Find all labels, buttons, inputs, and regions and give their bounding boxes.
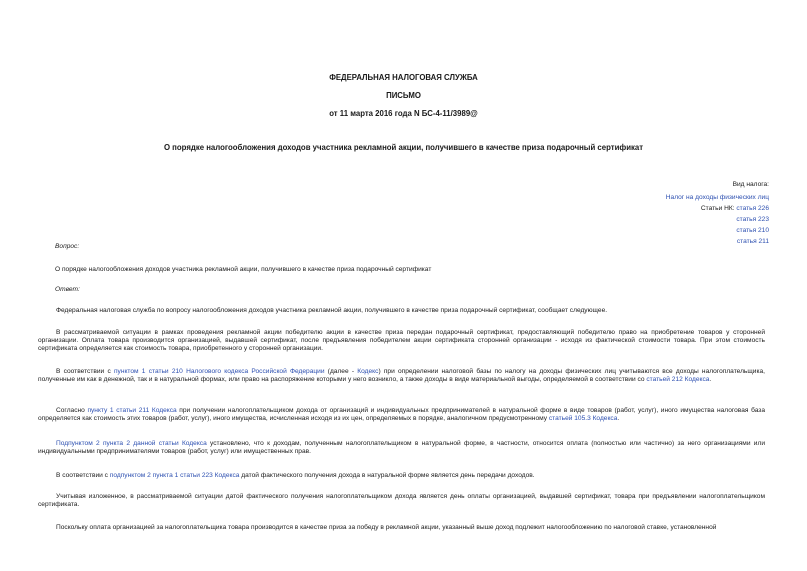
article-link[interactable]: статья 226 (736, 205, 769, 212)
link-code[interactable]: Кодекс (357, 368, 379, 375)
question-label: Вопрос: (55, 243, 80, 250)
answer-label: Ответ: (55, 286, 80, 293)
link-article-223[interactable]: подпунктом 2 пункта 1 статьи 223 Кодекса (109, 472, 240, 479)
paragraph-5-text: датой фактического получения дохода в натуральной форме является день передачи доходов. (239, 472, 535, 479)
paragraph-2 (38, 368, 765, 384)
link-subparagraph-2[interactable]: Подпунктом 2 пункта 2 данной статьи Кодекса (56, 440, 207, 447)
article-link[interactable]: статья 210 (736, 227, 769, 234)
paragraph-3-text: при получении налогоплательщиком дохода от организаций и индивидуальных предпринимателей в натуральной форме в виде товаров (работ, услуг), иного имущества налоговая база определяется как стоимость этих товаров (работ, услуг), иного имущества, исчисленная исходя из их цен, определяемых в порядке, аналогичном предусмотренному (38, 407, 765, 422)
tax-box (509, 181, 769, 246)
link-article-212[interactable]: статьей 212 Кодекса (646, 376, 710, 383)
paragraph-4 (38, 440, 765, 456)
tax-type-link[interactable]: Налог на доходы физических лиц (665, 194, 769, 201)
paragraph-2-text: В соответствии с (56, 368, 114, 375)
question-text: О порядке налогообложения доходов участника рекламной акции, получившего в качестве приза подарочный сертификат (55, 266, 432, 273)
paragraph-4-text: установлено, что к доходам, полученным налогоплательщиком в натуральной форме, в частности, относится оплата (полностью или частично) за него организациями или индивидуальными предпринимателями товаров (работ, услуг) или имущественных прав. (38, 440, 766, 455)
paragraph-1: В рассматриваемой ситуации в рамках проведения рекламной акции победителю акции в качестве приза передан подарочный сертификат, предоставляющий победителю право на приобретение товаров у сторонней организации. Оплата товара производится организацией, выдавшей сертификат, после предъявления победителем акции сертификата сторонней организации - исходя из фактической стоимости товара. При этом стоимость сертификата определяется как стоимость товара, приобретенного у сторонней организации. (38, 329, 765, 352)
paragraph-3 (38, 407, 765, 423)
link-article-105-3[interactable]: статьей 105.3 Кодекса (548, 415, 618, 422)
link-article-211[interactable]: пункту 1 статьи 211 Кодекса (87, 407, 177, 414)
tax-type-label: Вид налога: (732, 181, 769, 188)
answer-intro: Федеральная налоговая служба по вопросу налогообложения доходов участника рекламной акции, получившего в качестве приза подарочный сертификат, сообщает следующее. (56, 307, 608, 314)
articles-label: Статьи НК: (700, 205, 735, 212)
article-link[interactable]: статья 211 (736, 238, 769, 245)
paragraph-5-text: В соответствии с (56, 472, 110, 479)
paragraph-2-text: ) при определении налоговой базы по налогу на доходы физических лиц учитываются все доходы налогоплательщика, полученные им как в денежной, так и в натуральной формах, или право на распоряжение которыми у него возникло, а также доходы в виде материальной выгоды, определяемой в соответствии со (38, 368, 766, 383)
document-type: ПИСЬМО (386, 91, 421, 100)
link-article-210[interactable]: пунктом 1 статьи 210 Налогового кодекса Российской Федерации (113, 368, 325, 375)
paragraph-3-text: . (617, 415, 620, 422)
paragraph-6: Учитывая изложенное, в рассматриваемой ситуации датой фактического получения налогоплательщиком дохода является день оплаты организацией, выдавшей сертификат, товара при предъявлении налогоплательщиком сертификата. (38, 493, 765, 508)
paragraph-7: Поскольку оплата организацией за налогоплательщика товара производится в качестве приза за победу в рекламной акции, указанный выше доход подлежит налогообложению по налоговой ставке, установленной (56, 524, 717, 531)
paragraph-3-text: Согласно (56, 407, 88, 414)
paragraph-5 (38, 472, 765, 480)
paragraph-2-text: (далее - (324, 368, 358, 375)
paragraph-2-text: . (709, 376, 712, 383)
article-link[interactable]: статья 223 (736, 216, 769, 223)
document-title: О порядке налогообложения доходов участника рекламной акции, получившего в качестве приза подарочный сертификат (163, 143, 644, 152)
document-date-number: от 11 марта 2016 года N БС-4-11/3989@ (329, 109, 478, 118)
agency-name: ФЕДЕРАЛЬНАЯ НАЛОГОВАЯ СЛУЖБА (329, 73, 478, 82)
